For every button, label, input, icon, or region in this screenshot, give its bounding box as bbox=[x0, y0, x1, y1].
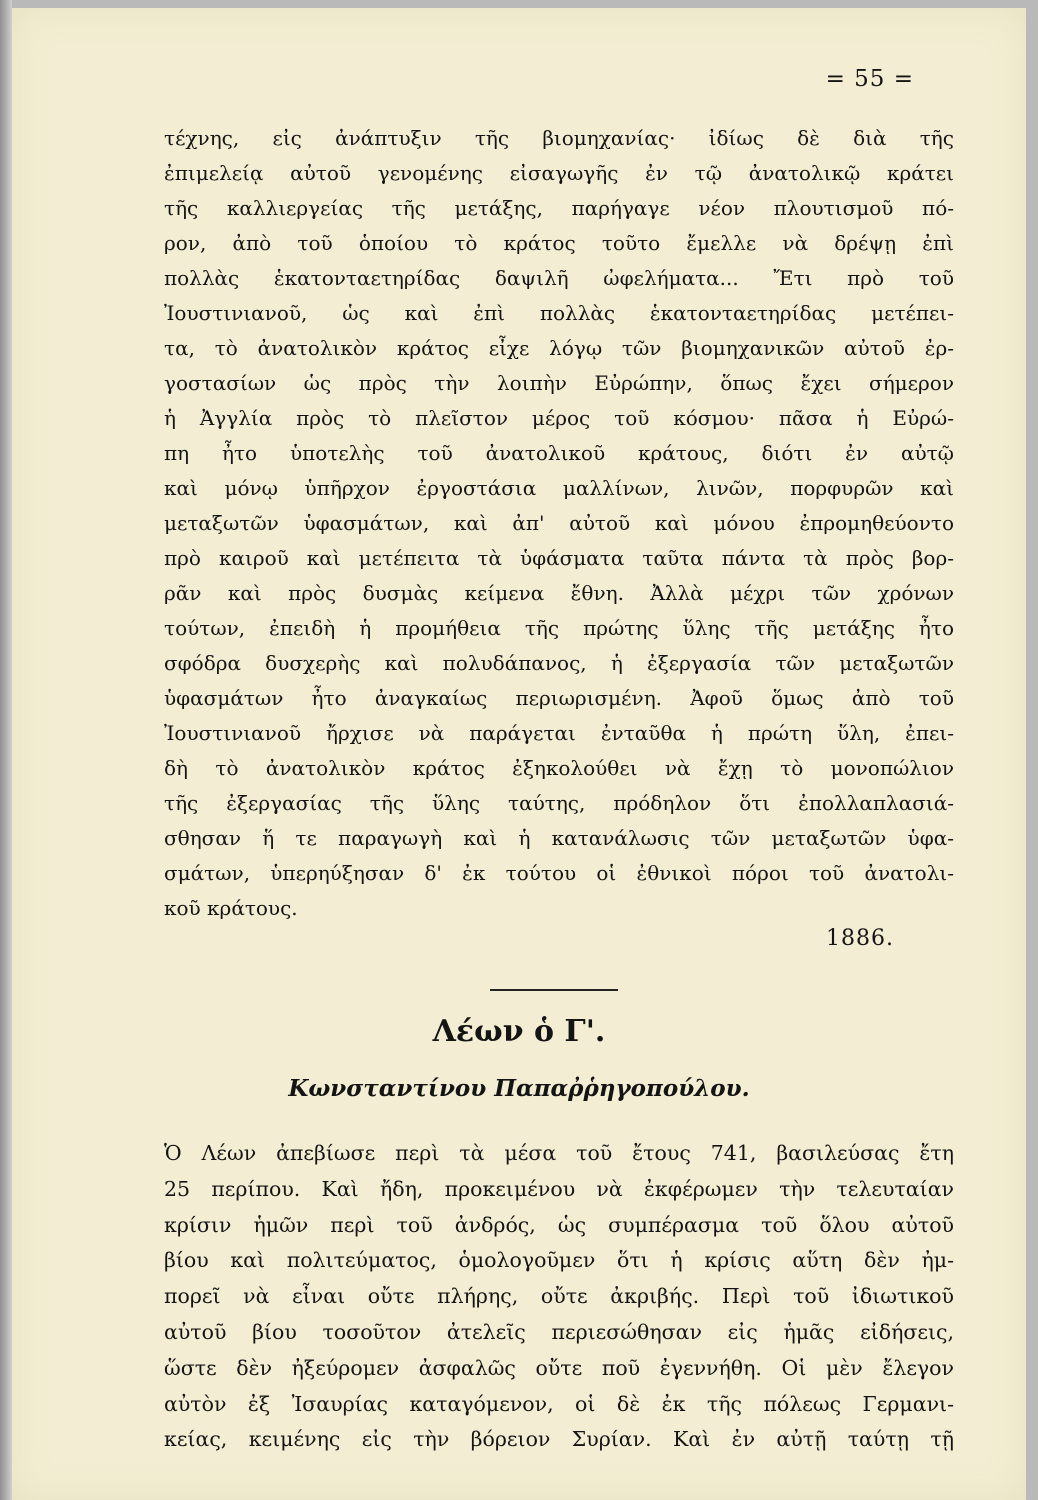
section-divider bbox=[490, 989, 618, 991]
text-line: τα, τὸ ἀνατολικὸν κράτος εἶχε λόγῳ τῶν βιομηχανικῶν αὐτοῦ ἐρ- bbox=[164, 336, 954, 360]
text-line: πρὸ καιροῦ καὶ μετέπειτα τὰ ὑφάσματα ταῦτα πάντα τὰ πρὸς βορ- bbox=[164, 546, 954, 570]
text-line: σμάτων, ὑπερηύξησαν δ' ἐκ τούτου οἱ ἐθνικοὶ πόροι τοῦ ἀνατολι- bbox=[164, 861, 954, 885]
text-line: πη ἦτο ὑποτελὴς τοῦ ἀνατολικοῦ κράτους, διότι ἐν αὐτῷ bbox=[164, 441, 954, 465]
text-line: ρᾶν καὶ πρὸς δυσμὰς κείμενα ἔθνη. Ἀλλὰ μέχρι τῶν χρόνων bbox=[164, 581, 954, 605]
paragraph-2 bbox=[164, 1136, 954, 1458]
text-line: Ἰουστινιανοῦ, ὡς καὶ ἐπὶ πολλὰς ἑκατονταετηρίδας μετέπει- bbox=[164, 301, 954, 325]
text-line: μεταξωτῶν ὑφασμάτων, καὶ ἀπ' αὐτοῦ καὶ μόνου ἐπρομηθεύοντο bbox=[164, 511, 954, 535]
text-line: ὑφασμάτων ἦτο ἀναγκαίως περιωρισμένη. Ἀφοῦ ὅμως ἀπὸ τοῦ bbox=[164, 686, 954, 710]
text-line: σφόδρα δυσχερὴς καὶ πολυδάπανος, ἡ ἐξεργασία τῶν μεταξωτῶν bbox=[164, 651, 954, 675]
text-line: Ὁ Λέων ἀπεβίωσε περὶ τὰ μέσα τοῦ ἔτους 741, βασιλεύσας ἔτη bbox=[164, 1141, 954, 1165]
text-line: κρίσιν ἡμῶν περὶ τοῦ ἀνδρός, ὡς συμπέρασμα τοῦ ὅλου αὐτοῦ bbox=[164, 1212, 954, 1237]
text-line: πολλὰς ἑκατονταετηρίδας δαψιλῆ ὠφελήματα... Ἔτι πρὸ τοῦ bbox=[164, 266, 954, 290]
page-number: = 55 = bbox=[825, 66, 914, 92]
text-line: βίου καὶ πολιτεύματος, ὁμολογοῦμεν ὅτι ἡ κρίσις αὕτη δὲν ἠμ- bbox=[164, 1248, 954, 1273]
paragraph-1 bbox=[164, 121, 954, 926]
text-line: τῆς ἐξεργασίας τῆς ὕλης ταύτης, πρόδηλον ὅτι ἐπολλαπλασιά- bbox=[164, 791, 954, 815]
text-line: ὥστε δὲν ἠξεύρομεν ἀσφαλῶς οὔτε ποῦ ἐγεννήθη. Οἱ μὲν ἔλεγον bbox=[164, 1355, 954, 1380]
text-line: ρον, ἀπὸ τοῦ ὁποίου τὸ κράτος τοῦτο ἔμελλε νὰ δρέψῃ ἐπὶ bbox=[164, 231, 954, 255]
text-line: τούτων, ἐπειδὴ ἡ προμήθεια τῆς πρώτης ὕλης τῆς μετάξης ἦτο bbox=[164, 616, 954, 640]
author-line: Κωνσταντίνου Παπαῤῥηγοπούλου. bbox=[288, 1075, 750, 1102]
book-page bbox=[12, 8, 1026, 1500]
text-line: δὴ τὸ ἀνατολικὸν κράτος ἐξηκολούθει νὰ ἔχῃ τὸ μονοπώλιον bbox=[164, 756, 954, 780]
text-line: αὐτὸν ἐξ Ἰσαυρίας καταγόμενον, οἱ δὲ ἐκ τῆς πόλεως Γερμανι- bbox=[164, 1391, 954, 1416]
text-line: ἡ Ἀγγλία πρὸς τὸ πλεῖστον μέρος τοῦ κόσμου· πᾶσα ἡ Εὐρώ- bbox=[164, 406, 954, 430]
text-line: αὐτοῦ βίου τοσοῦτον ἀτελεῖς περιεσώθησαν εἰς ἡμᾶς εἰδήσεις, bbox=[164, 1319, 954, 1344]
text-line: τῆς καλλιεργείας τῆς μετάξης, παρήγαγε νέον πλουτισμοῦ πό- bbox=[164, 196, 954, 220]
text-line: 25 περίπου. Καὶ ἤδη, προκειμένου νὰ ἐκφέρωμεν τὴν τελευταίαν bbox=[164, 1176, 954, 1201]
text-line: τέχνης, εἰς ἀνάπτυξιν τῆς βιομηχανίας· ἰδίως δὲ διὰ τῆς bbox=[164, 126, 954, 150]
text-line: κείας, κειμένης εἰς τὴν βόρειον Συρίαν. Καὶ ἐν αὐτῇ ταύτῃ τῇ bbox=[164, 1427, 954, 1452]
text-line: Ἰουστινιανοῦ ἤρχισε νὰ παράγεται ἐνταῦθα ἡ πρώτη ὕλη, ἐπει- bbox=[164, 721, 954, 745]
scan-edge bbox=[0, 0, 12, 1500]
text-line: ἐπιμελείᾳ αὐτοῦ γενομένης εἰσαγωγῆς ἐν τῷ ἀνατολικῷ κράτει bbox=[164, 161, 954, 185]
text-line: σθησαν ἥ τε παραγωγὴ καὶ ἡ κατανάλωσις τῶν μεταξωτῶν ὑφα- bbox=[164, 826, 954, 850]
section-title: Λέων ὁ Γ'. bbox=[432, 1014, 606, 1049]
year-signature: 1886. bbox=[826, 926, 894, 951]
text-line: πορεῖ νὰ εἶναι οὔτε πλήρης, οὔτε ἀκριβής. Περὶ τοῦ ἰδιωτικοῦ bbox=[164, 1284, 954, 1309]
text-line: καὶ μόνῳ ὑπῆρχον ἐργοστάσια μαλλίνων, λινῶν, πορφυρῶν καὶ bbox=[164, 476, 954, 500]
text-line: γοστασίων ὡς πρὸς τὴν λοιπὴν Εὐρώπην, ὅπως ἔχει σήμερον bbox=[164, 371, 954, 395]
text-line: κοῦ κράτους. bbox=[164, 896, 298, 920]
